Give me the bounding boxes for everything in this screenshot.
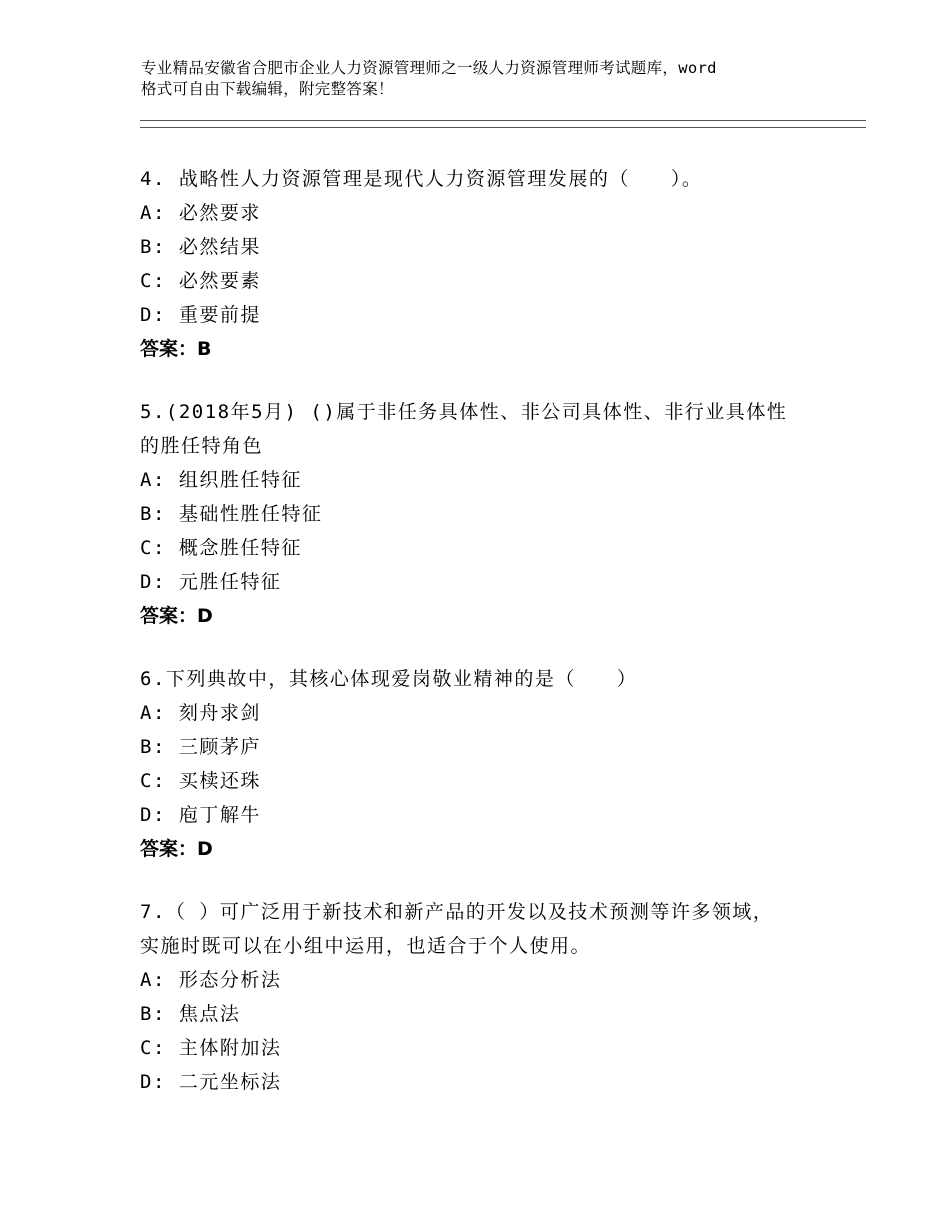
- option-d: D: 重要前提: [140, 304, 261, 326]
- option-b: B: 基础性胜任特征: [140, 503, 323, 525]
- option-a: A: 刻舟求剑: [140, 702, 261, 724]
- option-c: C: 买椟还珠: [140, 770, 261, 792]
- question-stem: 6.下列典故中，其核心体现爱岗敬业精神的是（ ）: [140, 668, 638, 690]
- option-b: B: 焦点法: [140, 1003, 241, 1025]
- option-a: A: 组织胜任特征: [140, 469, 302, 491]
- answer-label: 答案：B: [140, 338, 212, 360]
- option-d: D: 元胜任特征: [140, 571, 282, 593]
- option-d: D: 二元坐标法: [140, 1071, 282, 1093]
- header-divider: [140, 120, 866, 128]
- option-c: C: 概念胜任特征: [140, 537, 302, 559]
- option-d: D: 庖丁解牛: [140, 804, 261, 826]
- document-header: [141, 58, 831, 100]
- header-line-2: 格式可自由下载编辑，附完整答案！: [141, 80, 394, 98]
- answer-label: 答案：D: [140, 838, 213, 860]
- question-stem: 7.（ ）可广泛用于新技术和新产品的开发以及技术预测等许多领域，: [140, 901, 774, 923]
- question-5: [140, 395, 840, 633]
- option-b: B: 必然结果: [140, 236, 261, 258]
- question-6: [140, 662, 840, 866]
- header-line-1: 专业精品安徽省合肥市企业人力资源管理师之一级人力资源管理师考试题库，word: [141, 59, 717, 77]
- option-c: C: 主体附加法: [140, 1037, 282, 1059]
- answer-label: 答案：D: [140, 605, 213, 627]
- question-7: [140, 895, 840, 1099]
- question-list: [140, 162, 840, 1128]
- option-b: B: 三顾茅庐: [140, 736, 261, 758]
- option-a: A: 必然要求: [140, 202, 261, 224]
- question-4: [140, 162, 840, 366]
- option-a: A: 形态分析法: [140, 969, 282, 991]
- question-stem: 5.(2018年5月) ()属于非任务具体性、非公司具体性、非行业具体性: [140, 401, 788, 423]
- option-c: C: 必然要素: [140, 270, 261, 292]
- question-stem-continued: 实施时既可以在小组中运用，也适合于个人使用。: [140, 935, 592, 957]
- question-stem: 4. 战略性人力资源管理是现代人力资源管理发展的（ ）。: [140, 168, 703, 190]
- question-stem-continued: 的胜任特角色: [140, 435, 264, 457]
